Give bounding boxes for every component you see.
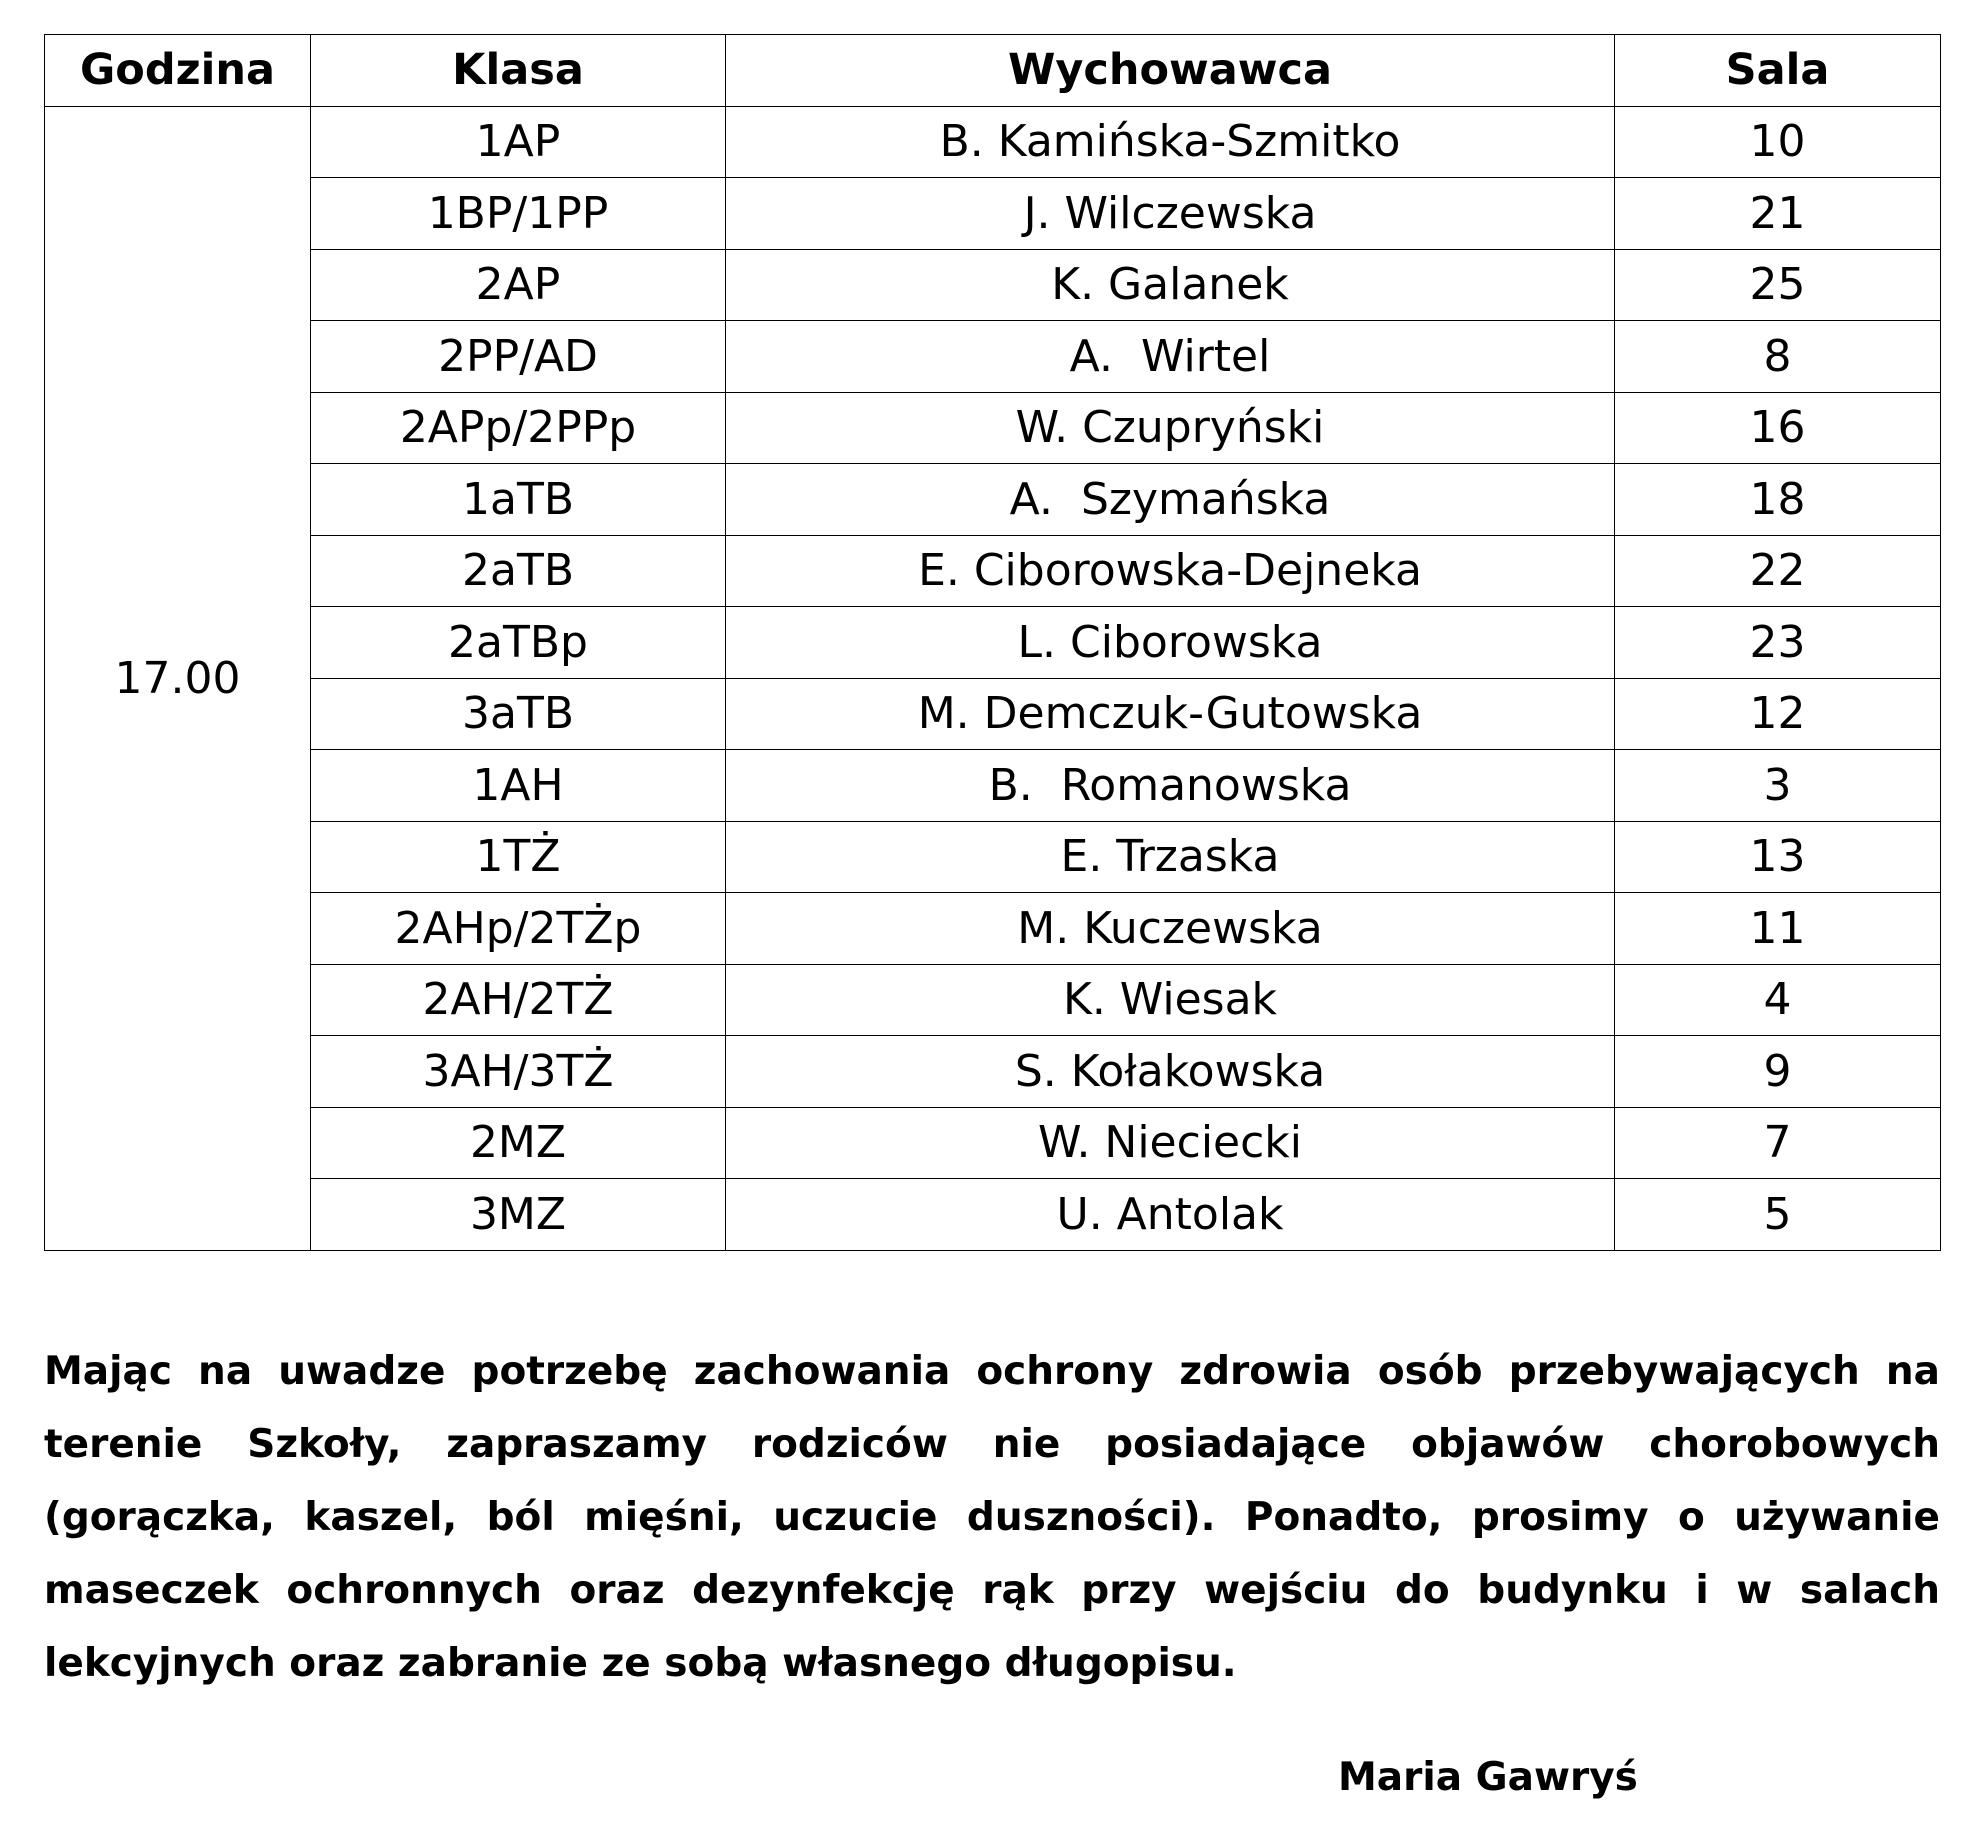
table-row [45, 893, 1941, 965]
teacher-cell: J. Wilczewska [726, 178, 1615, 250]
teacher-cell: A. Wirtel [726, 321, 1615, 393]
class-cell: 1AH [311, 750, 726, 822]
header-room: Sala [1615, 35, 1941, 107]
table-row [45, 106, 1941, 178]
table-row [45, 321, 1941, 393]
room-cell: 23 [1615, 607, 1941, 679]
class-cell: 1aTB [311, 464, 726, 536]
room-cell: 11 [1615, 893, 1941, 965]
header-hour: Godzina [45, 35, 311, 107]
schedule-table [44, 34, 1941, 1251]
class-cell: 1TŻ [311, 821, 726, 893]
class-cell: 2aTB [311, 535, 726, 607]
table-row [45, 1107, 1941, 1179]
class-cell: 3MZ [311, 1179, 726, 1251]
table-row [45, 750, 1941, 822]
table-row [45, 249, 1941, 321]
table-row [45, 821, 1941, 893]
table-row [45, 1179, 1941, 1251]
teacher-cell: K. Wiesak [726, 964, 1615, 1036]
class-cell: 2aTBp [311, 607, 726, 679]
teacher-cell: M. Kuczewska [726, 893, 1615, 965]
table-row [45, 1036, 1941, 1108]
room-cell: 4 [1615, 964, 1941, 1036]
table-row [45, 535, 1941, 607]
teacher-cell: W. Czupryński [726, 392, 1615, 464]
room-cell: 25 [1615, 249, 1941, 321]
class-cell: 3aTB [311, 678, 726, 750]
class-cell: 1BP/1PP [311, 178, 726, 250]
room-cell: 12 [1615, 678, 1941, 750]
room-cell: 16 [1615, 392, 1941, 464]
notice-paragraph: Mając na uwadze potrzebę zachowania ochrony zdrowia osób przebywających na terenie Szkoły, zapraszamy rodziców nie posiadające objawów chorobowych (gorączka, kaszel, ból mięśni, uczucie duszności). Ponadto, prosimy o używanie maseczek ochronnych oraz dezynfekcję rąk przy wejściu do budynku i w salach lekcyjnych oraz zabranie ze sobą własnego długopisu. [44, 1349, 1940, 1686]
class-cell: 2AH/2TŻ [311, 964, 726, 1036]
room-cell: 21 [1615, 178, 1941, 250]
teacher-cell: E. Trzaska [726, 821, 1615, 893]
room-cell: 18 [1615, 464, 1941, 536]
signature: Maria Gawryś [1338, 1755, 1638, 1800]
teacher-cell: A. Szymańska [726, 464, 1615, 536]
hour-cell: 17.00 [45, 106, 311, 1250]
schedule-body [45, 106, 1941, 1250]
teacher-cell: B. Kamińska-Szmitko [726, 106, 1615, 178]
table-row [45, 964, 1941, 1036]
room-cell: 13 [1615, 821, 1941, 893]
teacher-cell: U. Antolak [726, 1179, 1615, 1251]
table-row [45, 464, 1941, 536]
class-cell: 2AP [311, 249, 726, 321]
table-row [45, 392, 1941, 464]
room-cell: 3 [1615, 750, 1941, 822]
header-row [45, 35, 1941, 107]
header-class: Klasa [311, 35, 726, 107]
teacher-cell: K. Galanek [726, 249, 1615, 321]
teacher-cell: W. Nieciecki [726, 1107, 1615, 1179]
teacher-cell: B. Romanowska [726, 750, 1615, 822]
teacher-cell: L. Ciborowska [726, 607, 1615, 679]
room-cell: 9 [1615, 1036, 1941, 1108]
room-cell: 10 [1615, 106, 1941, 178]
class-cell: 2APp/2PPp [311, 392, 726, 464]
table-row [45, 607, 1941, 679]
header-teacher: Wychowawca [726, 35, 1615, 107]
teacher-cell: E. Ciborowska-Dejneka [726, 535, 1615, 607]
table-row [45, 178, 1941, 250]
class-cell: 3AH/3TŻ [311, 1036, 726, 1108]
room-cell: 8 [1615, 321, 1941, 393]
class-cell: 2AHp/2TŻp [311, 893, 726, 965]
room-cell: 7 [1615, 1107, 1941, 1179]
teacher-cell: S. Kołakowska [726, 1036, 1615, 1108]
table-row [45, 678, 1941, 750]
class-cell: 1AP [311, 106, 726, 178]
teacher-cell: M. Demczuk-Gutowska [726, 678, 1615, 750]
class-cell: 2PP/AD [311, 321, 726, 393]
room-cell: 5 [1615, 1179, 1941, 1251]
room-cell: 22 [1615, 535, 1941, 607]
class-cell: 2MZ [311, 1107, 726, 1179]
